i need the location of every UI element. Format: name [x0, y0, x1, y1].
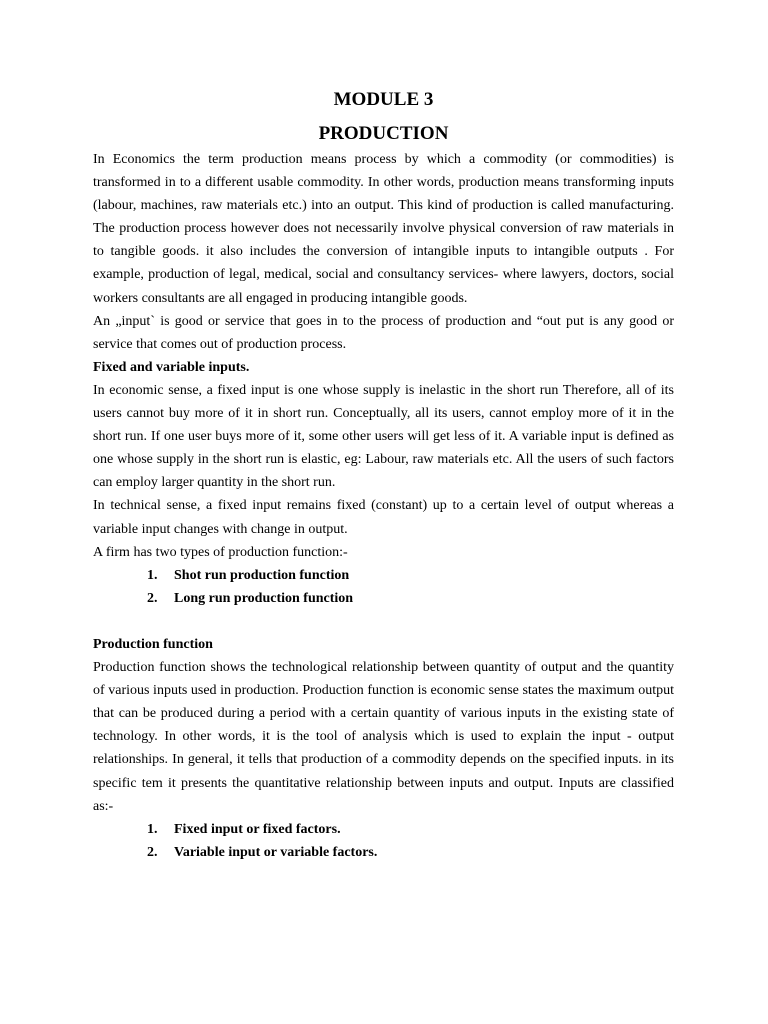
- production-types-list: [93, 564, 674, 610]
- list-item: 1. Fixed input or fixed factors.: [147, 821, 341, 837]
- intro-paragraph: In Economics the term production means process by which a commodity (or commodities) is transformed in to a different usable commodity. In other words, production means transforming inputs (labour, machines, raw materials etc.) into an output. This kind of production is called manufacturing. The production process however does not necessarily involve physical conversion of raw materials in to tangible goods. it also includes the conversion of intangible inputs to intangible outputs . For example, production of legal, medical, social and consultancy services- where lawyers, doctors, social workers consultants are all engaged in producing intangible goods.: [93, 152, 674, 306]
- list-item: 1. Shot run production function: [147, 567, 350, 583]
- list-item: 2. Long run production function: [147, 590, 354, 606]
- economic-sense-paragraph: In economic sense, a fixed input is one whose supply is inelastic in the short run Therefore, all of its users cannot buy more of it in short run. Conceptually, all its users, cannot employ more of it in the short run. If one user buys more of it, some other users will get less of it. A variable input is defined as one whose supply in the short run is elastic, eg: Labour, raw materials etc. All the users of such factors can employ larger quantity in the short run.: [93, 382, 674, 491]
- production-types-intro: A firm has two types of production function:-: [93, 544, 348, 560]
- production-function-paragraph: Production function shows the technological relationship between quantity of output and the quantity of various inputs used in production. Production function is economic sense states the maximum output that can be produced during a period with a certain quantity of various inputs in the existing state of technology. In other words, it is the tool of analysis which is used to explain the input - output relationships. In general, it tells that production of a commodity depends on the specified inputs. in its specific tem it presents the quantitative relationship between inputs and output. Inputs are classified as:-: [93, 660, 674, 814]
- fixed-variable-heading: Fixed and variable inputs.: [93, 359, 250, 375]
- list-item: 2. Variable input or variable factors.: [147, 844, 378, 860]
- input-classification-list: [93, 818, 674, 864]
- section-title: PRODUCTION: [318, 123, 449, 144]
- production-function-heading: Production function: [93, 636, 213, 652]
- document-body: [93, 148, 674, 864]
- input-definition-paragraph: An „input` is good or service that goes in to the process of production and “out put is any good or service that comes out of production process.: [93, 313, 674, 352]
- spacer: [93, 610, 674, 633]
- module-title: MODULE 3: [333, 89, 434, 110]
- technical-sense-paragraph: In technical sense, a fixed input remains fixed (constant) up to a certain level of output whereas a variable input changes with change in output.: [93, 498, 674, 537]
